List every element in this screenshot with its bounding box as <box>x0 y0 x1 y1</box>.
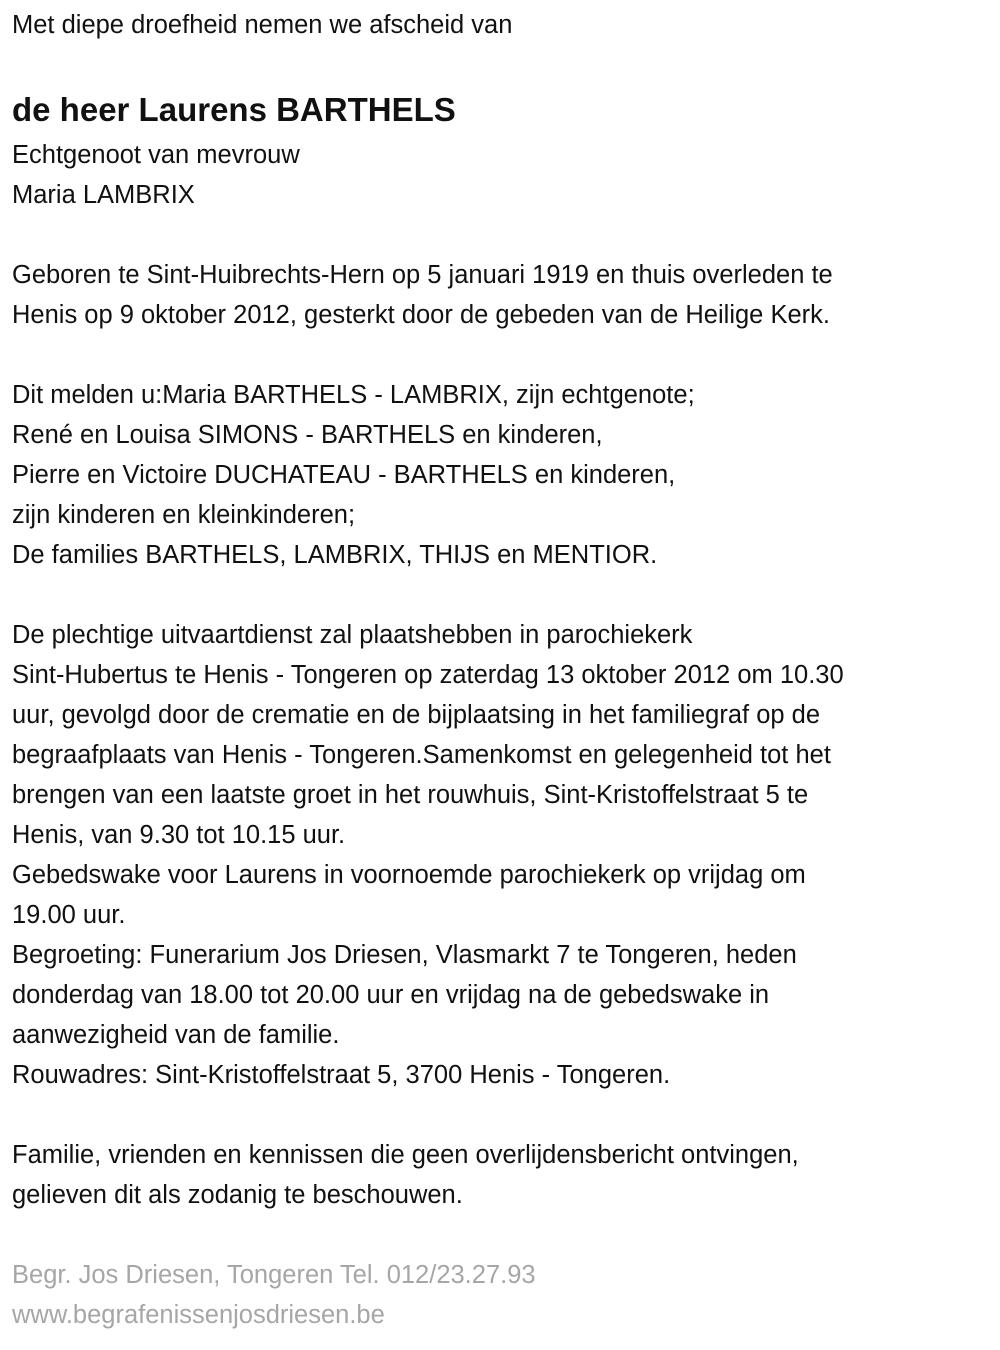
spacer <box>12 215 1000 255</box>
service-line: donderdag van 18.00 tot 20.00 uur en vrijdag na de gebedswake in <box>12 981 770 1009</box>
service-line: Sint-Hubertus te Henis - Tongeren op zaterdag 13 oktober 2012 om 10.30 <box>12 661 844 689</box>
service-line: uur, gevolgd door de crematie en de bijplaatsing in het familiegraf op de <box>12 701 821 729</box>
family-line: zijn kinderen en kleinkinderen; <box>12 501 356 529</box>
birth-line: Henis op 9 oktober 2012, gesterkt door de gebeden van de Heilige Kerk. <box>12 301 830 329</box>
service-line: Henis, van 9.30 tot 10.15 uur. <box>12 821 346 849</box>
website-link[interactable]: www.begrafenissenjosdriesen.be <box>12 1301 385 1329</box>
funeral-home-contact: Begr. Jos Driesen, Tongeren Tel. 012/23.27.93 <box>12 1261 536 1289</box>
service-line: Begroeting: Funerarium Jos Driesen, Vlasmarkt 7 te Tongeren, heden <box>12 941 797 969</box>
intro-text: Met diepe droefheid nemen we afscheid van <box>12 11 513 39</box>
service-line: aanwezigheid van de familie. <box>12 1021 340 1049</box>
spouse-line: Echtgenoot van mevrouw <box>12 141 300 169</box>
spacer <box>12 335 1000 375</box>
family-line: Dit melden u:Maria BARTHELS - LAMBRIX, zijn echtgenote; <box>12 381 695 409</box>
family-line: Pierre en Victoire DUCHATEAU - BARTHELS en kinderen, <box>12 461 676 489</box>
service-line: De plechtige uitvaartdienst zal plaatshebben in parochiekerk <box>12 621 693 649</box>
birth-line: Geboren te Sint-Huibrechts-Hern op 5 januari 1919 en thuis overleden te <box>12 261 833 289</box>
closing-line: Familie, vrienden en kennissen die geen overlijdensbericht ontvingen, <box>12 1141 799 1169</box>
spacer <box>12 1215 1000 1255</box>
family-line: De families BARTHELS, LAMBRIX, THIJS en MENTIOR. <box>12 541 658 569</box>
service-line: begraafplaats van Henis - Tongeren.Samenkomst en gelegenheid tot het <box>12 741 831 769</box>
service-line: Rouwadres: Sint-Kristoffelstraat 5, 3700 Henis - Tongeren. <box>12 1061 671 1089</box>
service-line: Gebedswake voor Laurens in voornoemde parochiekerk op vrijdag om <box>12 861 806 889</box>
spouse-line: Maria LAMBRIX <box>12 181 195 209</box>
spacer <box>12 45 1000 85</box>
spacer <box>12 1095 1000 1135</box>
service-line: brengen van een laatste groet in het rouwhuis, Sint-Kristoffelstraat 5 te <box>12 781 809 809</box>
service-line: 19.00 uur. <box>12 901 126 929</box>
family-line: René en Louisa SIMONS - BARTHELS en kinderen, <box>12 421 603 449</box>
deceased-name: de heer Laurens BARTHELS <box>12 91 456 128</box>
closing-line: gelieven dit als zodanig te beschouwen. <box>12 1181 463 1209</box>
spacer <box>12 575 1000 615</box>
